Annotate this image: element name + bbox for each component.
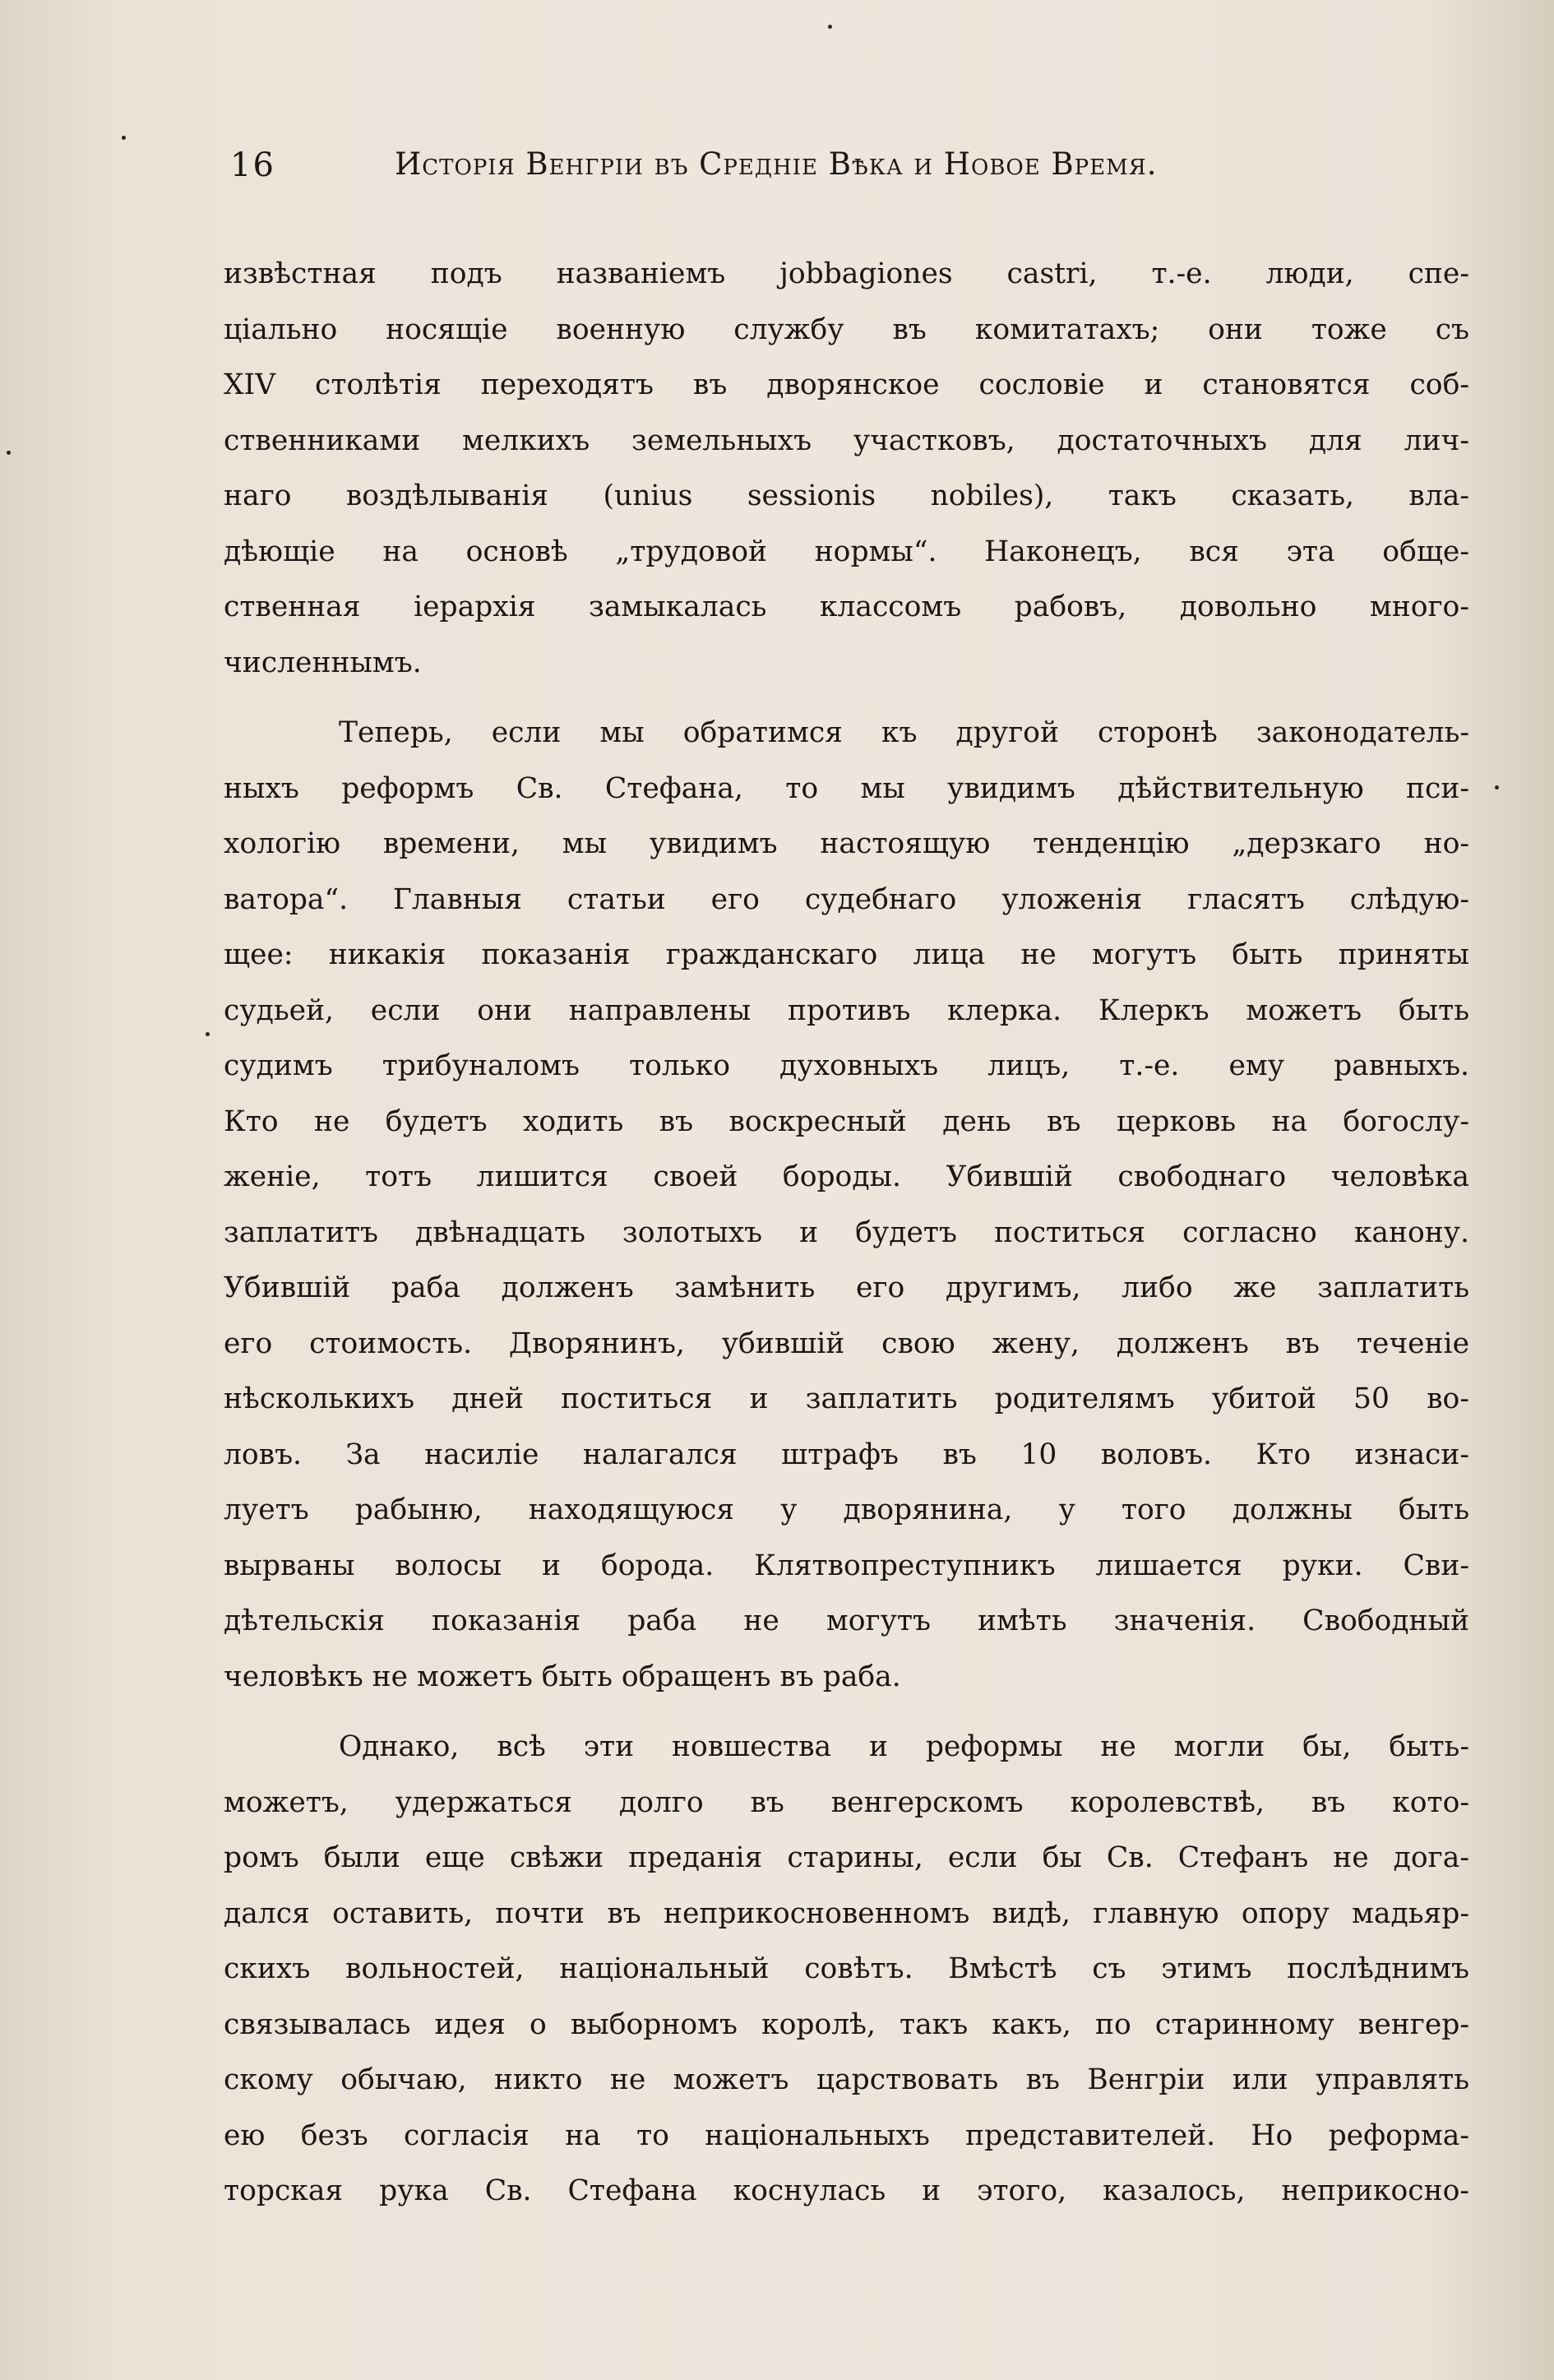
print-speck	[7, 451, 11, 455]
text-line: хологію времени, мы увидимъ настоящую тенденцію „дерзкаго но-	[224, 827, 1469, 860]
running-title: Исторія Венгріи въ Средніе Вѣка и Новое Время.	[395, 146, 1158, 182]
text-line: торская рука Св. Стефана коснулась и этого, казалось, неприкосно-	[224, 2174, 1469, 2207]
text-line: ромъ были еще свѣжи преданія старины, если бы Св. Стефанъ не дога-	[224, 1841, 1469, 1874]
text-line: численнымъ.	[224, 646, 422, 679]
text-line: человѣкъ не можетъ быть обращенъ въ раба.	[224, 1660, 901, 1693]
text-line: ныхъ реформъ Св. Стефана, то мы увидимъ дѣйствительную пси-	[224, 771, 1469, 805]
text-line: можетъ, удержаться долго въ венгерскомъ королевствѣ, въ кото-	[224, 1785, 1469, 1819]
print-speck	[122, 136, 126, 140]
paragraph-1	[224, 247, 1469, 691]
text-line: наго воздѣлыванія (unius sessionis nobiles), такъ сказать, вла-	[224, 479, 1469, 512]
text-line: ственная іерархія замыкалась классомъ рабовъ, довольно много-	[224, 590, 1469, 623]
text-line: его стоимость. Дворянинъ, убившій свою жену, долженъ въ теченіе	[224, 1327, 1469, 1360]
text-line: нѣсколькихъ дней поститься и заплатить родителямъ убитой 50 во-	[224, 1382, 1469, 1415]
text-line: дался оставить, почти въ неприкосновенномъ видѣ, главную опору мадьяр-	[224, 1896, 1469, 1930]
print-speck	[206, 1032, 210, 1036]
text-line: Кто не будетъ ходить въ воскресный день въ церковь на богослу-	[224, 1104, 1469, 1138]
text-line: ловъ. За насиліе налагался штрафъ въ 10 воловъ. Кто изнаси-	[224, 1438, 1469, 1471]
text-line: XIV столѣтія переходятъ въ дворянское сословіе и становятся соб-	[224, 368, 1469, 401]
print-speck	[828, 25, 832, 29]
text-line: заплатитъ двѣнадцать золотыхъ и будетъ поститься согласно канону.	[224, 1215, 1469, 1249]
text-line: ею безъ согласія на то національныхъ представителей. Но реформа-	[224, 2118, 1469, 2152]
text-line: дѣтельскія показанія раба не могутъ имѣть значенія. Свободный	[224, 1604, 1469, 1637]
text-line: щее: никакія показанія гражданскаго лица не могутъ быть приняты	[224, 938, 1469, 971]
text-line: ціально носящіе военную службу въ комитатахъ; они тоже съ	[224, 313, 1469, 346]
text-line: вырваны волосы и борода. Клятвопреступникъ лишается руки. Сви-	[224, 1549, 1469, 1582]
text-line: извѣстная подъ названіемъ jobbagiones castri, т.-е. люди, спе-	[224, 257, 1469, 290]
text-line: Убившій раба долженъ замѣнить его другимъ, либо же заплатить	[224, 1271, 1469, 1304]
text-line: Однако, всѣ эти новшества и реформы не могли бы, быть-	[339, 1730, 1469, 1763]
text-line: Теперь, если мы обратимся къ другой сторонѣ законодатель-	[339, 716, 1469, 749]
text-line: ственниками мелкихъ земельныхъ участковъ, достаточныхъ для лич-	[224, 424, 1469, 457]
text-line: связывалась идея о выборномъ королѣ, такъ какъ, по старинному венгер-	[224, 2007, 1469, 2041]
text-line: ватора“. Главныя статьи его судебнаго уложенія гласятъ слѣдую-	[224, 882, 1469, 916]
print-speck	[1495, 785, 1499, 789]
page-number: 16	[230, 146, 275, 184]
text-line: луетъ рабыню, находящуюся у дворянина, у того должны быть	[224, 1493, 1469, 1526]
text-line: судьей, если они направлены противъ клерка. Клеркъ можетъ быть	[224, 993, 1469, 1027]
text-line: дѣющіе на основѣ „трудовой нормы“. Наконецъ, вся эта обще-	[224, 535, 1469, 568]
text-line: судимъ трибуналомъ только духовныхъ лицъ, т.-е. ему равныхъ.	[224, 1049, 1469, 1082]
paragraph-2	[224, 706, 1469, 1705]
page-header	[230, 146, 1324, 204]
text-line: скихъ вольностей, національный совѣтъ. Вмѣстѣ съ этимъ послѣднимъ	[224, 1952, 1469, 1985]
body-text	[224, 247, 1469, 2220]
text-line: скому обычаю, никто не можетъ царствовать въ Венгріи или управлять	[224, 2063, 1469, 2096]
text-line: женіе, тотъ лишится своей бороды. Убившій свободнаго человѣка	[224, 1160, 1469, 1193]
paragraph-3	[224, 1720, 1469, 2220]
